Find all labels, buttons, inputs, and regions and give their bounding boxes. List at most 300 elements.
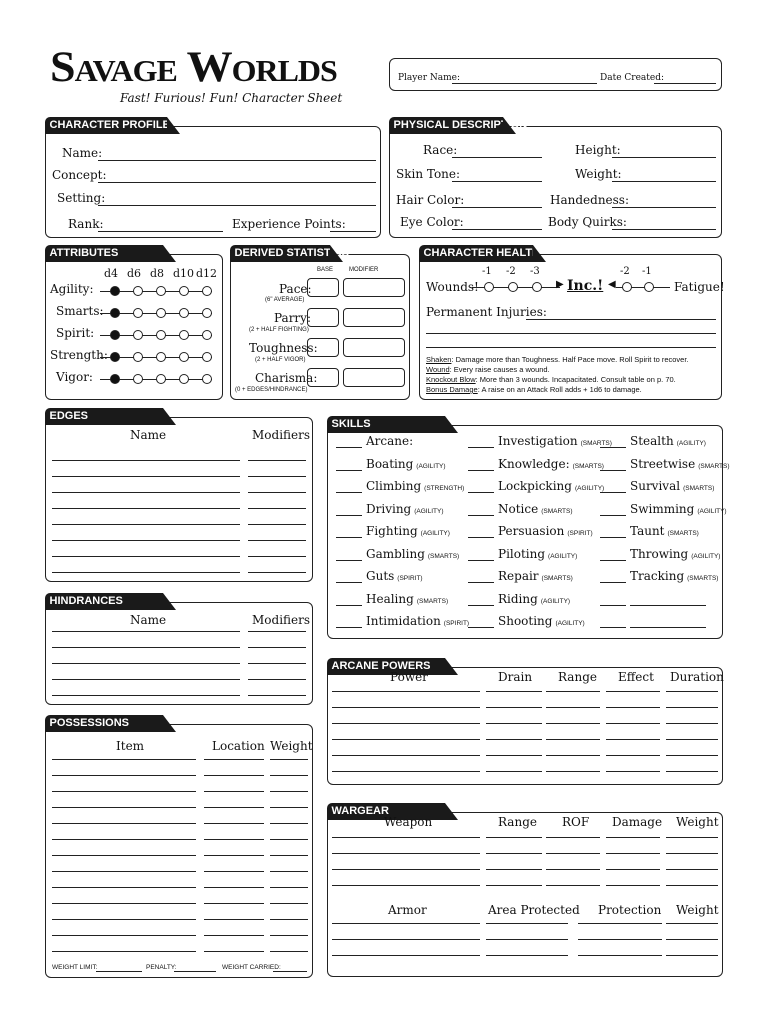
entry-line[interactable] <box>52 695 240 696</box>
charisma-modifier-box[interactable] <box>343 368 405 387</box>
skill-entry[interactable] <box>600 479 714 493</box>
die-selector[interactable] <box>202 286 212 296</box>
entry-line[interactable] <box>332 723 480 724</box>
entry-line[interactable] <box>204 887 264 888</box>
custom-skill-name-field[interactable] <box>630 618 706 628</box>
hair-color-field[interactable] <box>452 207 542 208</box>
entry-line[interactable] <box>52 508 240 509</box>
custom-skill-name-field[interactable] <box>630 596 706 606</box>
entry-line[interactable] <box>248 679 306 680</box>
entry-line[interactable] <box>666 739 718 740</box>
skill-attribute: (SPIRIT) <box>443 620 470 627</box>
entry-line[interactable] <box>52 839 196 840</box>
pace-modifier-box[interactable] <box>343 278 405 297</box>
die-label: d6 <box>127 267 142 280</box>
toughness-modifier-box[interactable] <box>343 338 405 357</box>
wound-marker[interactable] <box>532 282 542 292</box>
skill-die-field[interactable] <box>468 438 494 448</box>
die-selector[interactable] <box>179 286 189 296</box>
die-selector[interactable] <box>133 352 143 362</box>
entry-line[interactable] <box>52 540 240 541</box>
permanent-injuries-field[interactable] <box>526 319 716 320</box>
die-selector[interactable] <box>110 352 120 362</box>
armor-column: Armor <box>388 903 427 917</box>
wound-arrow-icon: ▶ <box>556 279 564 290</box>
entry-line[interactable] <box>248 460 306 461</box>
entry-line[interactable] <box>52 460 240 461</box>
entry-line[interactable] <box>52 492 240 493</box>
arcane-range-column: Range <box>558 670 597 684</box>
skill-attribute: (SMARTS) <box>572 462 604 470</box>
entry-line[interactable] <box>486 755 542 756</box>
entry-line[interactable] <box>248 631 306 632</box>
wargear-weapon-column: Weapon <box>384 815 433 829</box>
die-selector[interactable] <box>133 374 143 384</box>
skill-die-field[interactable] <box>468 596 494 606</box>
skill-die-field[interactable] <box>336 573 362 583</box>
entry-line[interactable] <box>52 524 240 525</box>
entry-line[interactable] <box>248 572 306 573</box>
concept-field[interactable] <box>98 182 376 183</box>
skill-die-field[interactable] <box>600 596 626 606</box>
toughness-label: Toughness: <box>249 341 318 355</box>
entry-line[interactable] <box>606 691 660 692</box>
entry-line[interactable] <box>666 939 718 940</box>
skill-die-field[interactable] <box>336 438 362 448</box>
entry-line[interactable] <box>52 855 196 856</box>
entry-line[interactable] <box>606 723 660 724</box>
entry-line[interactable] <box>332 707 480 708</box>
entry-line[interactable] <box>204 807 264 808</box>
entry-line[interactable] <box>486 853 542 854</box>
entry-line[interactable] <box>486 723 542 724</box>
skill-die-field[interactable] <box>600 551 626 561</box>
skill-die-field[interactable] <box>336 618 362 628</box>
entry-line[interactable] <box>486 691 542 692</box>
wound-marker[interactable] <box>508 282 518 292</box>
entry-line[interactable] <box>332 771 480 772</box>
entry-line[interactable] <box>52 935 196 936</box>
entry-line[interactable] <box>270 935 308 936</box>
entry-line[interactable] <box>578 955 662 956</box>
name-field[interactable] <box>98 160 376 161</box>
entry-line[interactable] <box>52 919 196 920</box>
entry-line[interactable] <box>332 853 480 854</box>
skill-die-field[interactable] <box>468 506 494 516</box>
skill-entry[interactable] <box>468 434 612 448</box>
skill-die-field[interactable] <box>336 596 362 606</box>
skill-name: Streetwise <box>630 456 696 471</box>
hindrances-modifiers-column: Modifiers <box>252 613 311 627</box>
die-selector[interactable] <box>110 374 120 384</box>
wound-marker[interactable] <box>484 282 494 292</box>
skill-die-field[interactable] <box>336 506 362 516</box>
entry-line[interactable] <box>332 939 480 940</box>
skill-entry[interactable] <box>336 457 446 471</box>
entry-line[interactable] <box>666 755 718 756</box>
entry-line[interactable] <box>666 923 718 924</box>
entry-line[interactable] <box>52 759 196 760</box>
entry-line[interactable] <box>52 823 196 824</box>
skill-entry[interactable] <box>600 434 706 448</box>
skill-attribute: (SPIRIT) <box>397 575 423 582</box>
wargear-header: WARGEAR <box>327 803 445 820</box>
entry-line[interactable] <box>270 951 308 952</box>
skill-entry[interactable] <box>336 592 448 606</box>
entry-line[interactable] <box>52 791 196 792</box>
entry-line[interactable] <box>666 885 718 886</box>
entry-line[interactable] <box>332 955 480 956</box>
height-field[interactable] <box>612 157 716 158</box>
skill-entry[interactable] <box>600 502 727 516</box>
entry-line[interactable] <box>270 823 308 824</box>
arcane-effect-column: Effect <box>618 670 654 684</box>
entry-line[interactable] <box>204 903 264 904</box>
attribute-label: Vigor: <box>56 370 93 384</box>
weight-limit-field[interactable] <box>96 971 142 972</box>
skill-entry[interactable] <box>600 569 718 583</box>
race-field[interactable] <box>452 157 542 158</box>
skill-entry[interactable] <box>336 547 459 561</box>
die-label: d12 <box>196 267 218 280</box>
attribute-dot-track <box>100 285 212 297</box>
wargear-rof-column: ROF <box>562 815 590 829</box>
entry-line[interactable] <box>52 807 196 808</box>
entry-line[interactable] <box>606 755 660 756</box>
skill-entry[interactable] <box>468 479 604 493</box>
entry-line[interactable] <box>606 771 660 772</box>
entry-line[interactable] <box>546 739 600 740</box>
fatigue-step-label: -2 <box>620 266 630 277</box>
skill-attribute: (SMARTS) <box>416 597 449 605</box>
entry-line[interactable] <box>486 885 542 886</box>
handedness-field[interactable] <box>612 207 716 208</box>
rank-field[interactable] <box>98 231 223 232</box>
weight-limit-label: WEIGHT LIMIT: <box>52 964 98 971</box>
entry-line[interactable] <box>666 691 718 692</box>
skin-tone-field[interactable] <box>452 181 542 182</box>
arcane-powers-header: ARCANE POWERS <box>327 658 445 675</box>
entry-line[interactable] <box>666 869 718 870</box>
permanent-injuries-line-2[interactable] <box>426 333 716 334</box>
entry-line[interactable] <box>486 955 568 956</box>
setting-label: Setting: <box>57 191 106 205</box>
edges-name-column: Name <box>130 428 167 442</box>
skill-name: Arcane: <box>366 434 414 448</box>
skill-entry[interactable] <box>468 502 573 516</box>
entry-line[interactable] <box>52 647 240 648</box>
die-selector[interactable] <box>202 308 212 318</box>
edges-modifiers-column: Modifiers <box>252 428 311 442</box>
skill-entry[interactable] <box>468 569 573 583</box>
entry-line[interactable] <box>606 853 660 854</box>
die-selector[interactable] <box>156 352 166 362</box>
die-selector[interactable] <box>110 286 120 296</box>
player-info-box <box>389 58 722 91</box>
charisma-label: Charisma: <box>255 371 318 385</box>
entry-line[interactable] <box>546 837 600 838</box>
entry-line[interactable] <box>606 885 660 886</box>
entry-line[interactable] <box>204 935 264 936</box>
entry-line[interactable] <box>204 855 264 856</box>
entry-line[interactable] <box>270 791 308 792</box>
entry-line[interactable] <box>270 775 308 776</box>
entry-line[interactable] <box>486 869 542 870</box>
skill-name: Swimming <box>630 501 695 516</box>
experience-points-label: Experience Points: <box>232 217 346 231</box>
custom-skill-entry[interactable] <box>600 614 710 628</box>
entry-line[interactable] <box>546 869 600 870</box>
entry-line[interactable] <box>248 508 306 509</box>
die-selector[interactable] <box>133 308 143 318</box>
possessions-location-column: Location <box>212 739 265 753</box>
skill-name: Investigation <box>498 434 578 448</box>
wound-step-label: -3 <box>530 266 540 277</box>
experience-points-field[interactable] <box>330 231 376 232</box>
skill-die-field[interactable] <box>468 461 494 471</box>
date-created-field[interactable] <box>654 83 716 84</box>
skill-entry[interactable] <box>468 614 585 628</box>
entry-line[interactable] <box>270 855 308 856</box>
entry-line[interactable] <box>270 839 308 840</box>
entry-line[interactable] <box>606 869 660 870</box>
die-selector[interactable] <box>110 308 120 318</box>
entry-line[interactable] <box>52 903 196 904</box>
entry-line[interactable] <box>204 775 264 776</box>
skill-entry[interactable] <box>336 479 464 493</box>
skill-die-field[interactable] <box>600 483 626 493</box>
skill-entry[interactable] <box>600 524 699 538</box>
entry-line[interactable] <box>204 871 264 872</box>
entry-line[interactable] <box>486 707 542 708</box>
weight-carried-label: WEIGHT CARRIED: <box>222 964 281 971</box>
weight-label: Weight: <box>575 167 622 181</box>
entry-line[interactable] <box>270 887 308 888</box>
setting-field[interactable] <box>98 205 376 206</box>
entry-line[interactable] <box>52 476 240 477</box>
entry-line[interactable] <box>248 524 306 525</box>
entry-line[interactable] <box>270 919 308 920</box>
charisma-base-box[interactable] <box>307 368 339 387</box>
entry-line[interactable] <box>546 885 600 886</box>
entry-line[interactable] <box>546 707 600 708</box>
custom-skill-entry[interactable] <box>600 592 710 606</box>
character-profile-header: CHARACTER PROFILE <box>45 117 167 134</box>
skill-entry[interactable] <box>600 457 730 471</box>
entry-line[interactable] <box>52 887 196 888</box>
skill-entry[interactable] <box>336 434 413 448</box>
entry-line[interactable] <box>546 691 600 692</box>
die-selector[interactable] <box>179 352 189 362</box>
skill-entry[interactable] <box>468 457 604 471</box>
die-label: d10 <box>173 267 195 280</box>
entry-line[interactable] <box>248 663 306 664</box>
wargear-panel <box>327 805 723 977</box>
die-selector[interactable] <box>179 308 189 318</box>
entry-line[interactable] <box>332 869 480 870</box>
entry-line[interactable] <box>270 871 308 872</box>
wound-step-label: -1 <box>482 266 492 277</box>
entry-line[interactable] <box>204 951 264 952</box>
skill-die-field[interactable] <box>336 551 362 561</box>
entry-line[interactable] <box>606 739 660 740</box>
skill-entry[interactable] <box>336 502 444 516</box>
die-selector[interactable] <box>110 330 120 340</box>
entry-line[interactable] <box>52 556 240 557</box>
skill-entry[interactable] <box>336 524 450 538</box>
entry-line[interactable] <box>52 775 196 776</box>
skill-entry[interactable] <box>468 547 577 561</box>
entry-line[interactable] <box>546 853 600 854</box>
entry-line[interactable] <box>270 759 308 760</box>
attributes-header: ATTRIBUTES <box>45 245 163 262</box>
entry-line[interactable] <box>486 923 568 924</box>
fatigue-marker[interactable] <box>644 282 654 292</box>
entry-line[interactable] <box>486 939 568 940</box>
skill-die-field[interactable] <box>600 438 626 448</box>
skill-name: Lockpicking <box>498 479 572 493</box>
weight-field[interactable] <box>612 181 716 182</box>
entry-line[interactable] <box>486 771 542 772</box>
die-selector[interactable] <box>133 286 143 296</box>
entry-line[interactable] <box>204 919 264 920</box>
die-selector[interactable] <box>202 330 212 340</box>
entry-line[interactable] <box>546 771 600 772</box>
entry-line[interactable] <box>666 723 718 724</box>
pace-base-box[interactable] <box>307 278 339 297</box>
entry-line[interactable] <box>248 492 306 493</box>
entry-line[interactable] <box>248 476 306 477</box>
entry-line[interactable] <box>248 695 306 696</box>
entry-line[interactable] <box>204 839 264 840</box>
die-selector[interactable] <box>156 308 166 318</box>
entry-line[interactable] <box>332 739 480 740</box>
skill-die-field[interactable] <box>336 528 362 538</box>
skill-die-field[interactable] <box>468 528 494 538</box>
entry-line[interactable] <box>666 837 718 838</box>
skill-entry[interactable] <box>600 547 720 561</box>
entry-line[interactable] <box>52 679 240 680</box>
permanent-injuries-line-3[interactable] <box>426 347 716 348</box>
eye-color-label: Eye Color: <box>400 215 464 229</box>
entry-line[interactable] <box>52 572 240 573</box>
skill-die-field[interactable] <box>336 461 362 471</box>
skill-die-field[interactable] <box>468 551 494 561</box>
parry-base-box[interactable] <box>307 308 339 327</box>
skill-die-field[interactable] <box>600 618 626 628</box>
skill-die-field[interactable] <box>336 483 362 493</box>
die-selector[interactable] <box>202 374 212 384</box>
skill-name: Taunt <box>630 524 665 538</box>
die-selector[interactable] <box>156 286 166 296</box>
entry-line[interactable] <box>546 723 600 724</box>
entry-line[interactable] <box>204 823 264 824</box>
entry-line[interactable] <box>666 853 718 854</box>
entry-line[interactable] <box>248 647 306 648</box>
skill-die-field[interactable] <box>600 528 626 538</box>
skill-entry[interactable] <box>336 569 423 583</box>
skill-die-field[interactable] <box>468 573 494 583</box>
entry-line[interactable] <box>578 923 662 924</box>
parry-modifier-box[interactable] <box>343 308 405 327</box>
wounds-label: Wounds! <box>426 280 479 294</box>
die-selector[interactable] <box>179 374 189 384</box>
skill-die-field[interactable] <box>468 483 494 493</box>
entry-line[interactable] <box>52 663 240 664</box>
die-selector[interactable] <box>156 374 166 384</box>
toughness-base-box[interactable] <box>307 338 339 357</box>
entry-line[interactable] <box>486 739 542 740</box>
hair-color-label: Hair Color: <box>396 193 465 207</box>
skill-name: Notice <box>498 501 539 516</box>
entry-line[interactable] <box>204 791 264 792</box>
player-name-field[interactable] <box>452 83 597 84</box>
entry-line[interactable] <box>666 771 718 772</box>
knockout-note: Knockout Blow: More than 3 wounds. Incapacitated. Consult table on p. 70. <box>426 375 676 384</box>
parry-label: Parry: <box>274 311 311 325</box>
entry-line[interactable] <box>52 951 196 952</box>
die-selector[interactable] <box>202 352 212 362</box>
entry-line[interactable] <box>52 871 196 872</box>
skill-name: Boating <box>366 456 414 471</box>
skill-attribute: (AGILITY) <box>697 507 727 515</box>
entry-line[interactable] <box>332 885 480 886</box>
attribute-dot-track <box>100 307 212 319</box>
entry-line[interactable] <box>546 755 600 756</box>
skill-entry[interactable] <box>468 592 570 606</box>
skills-panel <box>327 418 730 639</box>
skill-die-field[interactable] <box>600 506 626 516</box>
fatigue-step-label: -1 <box>642 266 652 277</box>
die-selector[interactable] <box>133 330 143 340</box>
weight-carried-field[interactable] <box>273 971 307 972</box>
entry-line[interactable] <box>666 955 718 956</box>
entry-line[interactable] <box>204 759 264 760</box>
entry-line[interactable] <box>578 939 662 940</box>
logo-title: Savage Worlds <box>50 42 337 91</box>
entry-line[interactable] <box>248 540 306 541</box>
skill-die-field[interactable] <box>600 573 626 583</box>
attribute-dot-track <box>100 329 212 341</box>
fatigue-marker[interactable] <box>622 282 632 292</box>
entry-line[interactable] <box>248 556 306 557</box>
skill-entry[interactable] <box>336 614 469 628</box>
entry-line[interactable] <box>486 837 542 838</box>
entry-line[interactable] <box>606 837 660 838</box>
skill-die-field[interactable] <box>600 461 626 471</box>
skill-die-field[interactable] <box>468 618 494 628</box>
entry-line[interactable] <box>332 691 480 692</box>
skill-attribute: (AGILITY) <box>691 552 721 560</box>
entry-line[interactable] <box>666 707 718 708</box>
penalty-field[interactable] <box>174 971 216 972</box>
skill-name: Persuasion <box>498 524 565 538</box>
eye-color-field[interactable] <box>452 229 542 230</box>
entry-line[interactable] <box>606 707 660 708</box>
die-selector[interactable] <box>179 330 189 340</box>
entry-line[interactable] <box>332 755 480 756</box>
body-quirks-field[interactable] <box>612 229 716 230</box>
entry-line[interactable] <box>52 631 240 632</box>
skill-attribute: (AGILITY) <box>555 620 585 627</box>
die-selector[interactable] <box>156 330 166 340</box>
entry-line[interactable] <box>270 807 308 808</box>
entry-line[interactable] <box>332 837 480 838</box>
entry-line[interactable] <box>270 903 308 904</box>
skill-entry[interactable] <box>468 524 593 538</box>
arcane-duration-column: Duration <box>670 670 724 684</box>
entry-line[interactable] <box>332 923 480 924</box>
